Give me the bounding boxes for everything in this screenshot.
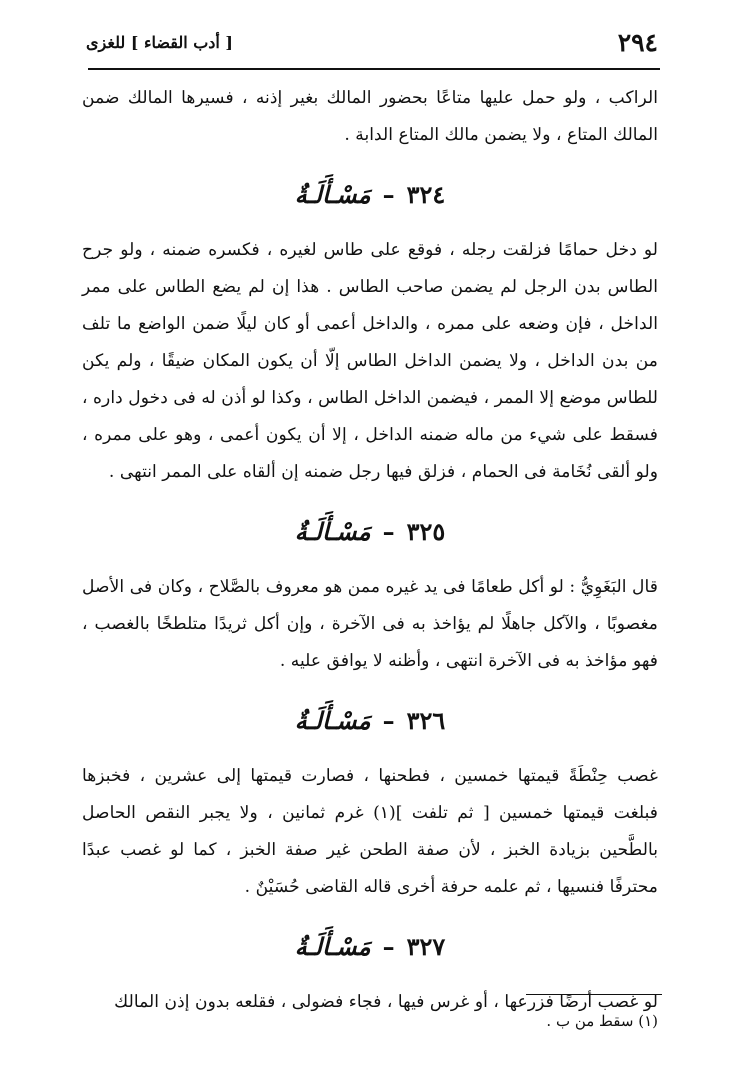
section-heading-327 [82, 918, 658, 976]
section-number: ٣٢٤ [406, 180, 446, 209]
page-body [82, 80, 658, 1021]
section-paragraph-327: لو غصب أرضًا فزرعها ، أو غرس فيها ، فجاء فضولى ، فقلعه بدون إذن المالك [114, 992, 658, 1012]
section-paragraph-324: لو دخل حمامًا فزلقت رجله ، فوقع على طاس لغيره ، فكسره ضمنه ، ولو جرح الطاس بدن الرجل لم يضمن صاحب الطاس . هذا إن لم يضع الطاس على ممر الداخل ، فإن وضعه على ممره ، والداخل أعمى أو كان ليلًا ضمن الواضع ما تلف من بدن الداخل ، ولا يضمن الداخل الطاس إلّا أن يكون المكان ضيقًا ، ولم يكن للطاس موضع إلا الممر ، فيضمن الداخل الطاس ، وكذا لو أذن له فى دخول داره ، فسقط على شيء من ماله ضمنه الداخل ، إلا أن يكون أعمى ، وهو على ممره ، ولو ألقى نُخَامة فى الحمام ، فزلق فيها رجل ضمنه إن ألقاه على الممر انتهى . [82, 240, 658, 482]
page-header [86, 28, 658, 58]
section-word: مَسْـأَلَـةٌ [294, 180, 371, 209]
section-number: ٣٢٦ [406, 706, 446, 735]
section-heading-324 [82, 166, 658, 224]
section-paragraph-325: قال البَغَوِيُّ : لو أكل طعامًا فى يد غيره ممن هو معروف بالصَّلاح ، وكان فى الأصل مغصوبًا ، والآكل جاهلًا لم يؤاخذ به فى الآخرة ، وإن أكل ثريدًا متلطخًا بالغصب ، فهو مؤاخذ به فى الآخرة انتهى ، وأظنه لا يوافق عليه . [82, 577, 658, 671]
page-number: ٢٩٤ [617, 28, 658, 57]
section-heading-326 [82, 692, 658, 750]
heading-dash: – [382, 517, 395, 546]
heading-dash: – [382, 706, 395, 735]
header-rule [88, 68, 660, 70]
heading-dash: – [382, 932, 395, 961]
section-word: مَسْـأَلَـةٌ [294, 706, 371, 735]
running-title: [ أدب القضاء ] للغزى [86, 33, 233, 52]
footnote-rule [526, 994, 662, 995]
section-word: مَسْـأَلَـةٌ [294, 932, 371, 961]
section-word: مَسْـأَلَـةٌ [294, 517, 371, 546]
footnote: (١) سقط من ب . [546, 1012, 658, 1030]
section-number: ٣٢٧ [406, 932, 446, 961]
intro-paragraph: الراكب ، ولو حمل عليها متاعًا بحضور المالك بغير إذنه ، فسيرها المالك ضمن المالك المتاع ، ولا يضمن مالك المتاع الدابة . [82, 88, 658, 145]
section-number: ٣٢٥ [406, 517, 446, 546]
section-paragraph-326: غصب حِنْطَةً قيمتها خمسين ، فطحنها ، فصارت قيمتها إلى عشرين ، فخبزها فبلغت قيمتها خمسين [ ثم تلفت ](١) غرم ثمانين ، ولا يجبر النقص الحاصل بالطَّحين بزيادة الخبز ، لأن صفة الطحن غير صفة الخبز ، كما لو غصب عبدًا محترفًا فنسيها ، ثم علمه حرفة أخرى قاله القاضى حُسَيْنٌ . [82, 766, 658, 897]
section-heading-325 [82, 503, 658, 561]
heading-dash: – [382, 180, 395, 209]
